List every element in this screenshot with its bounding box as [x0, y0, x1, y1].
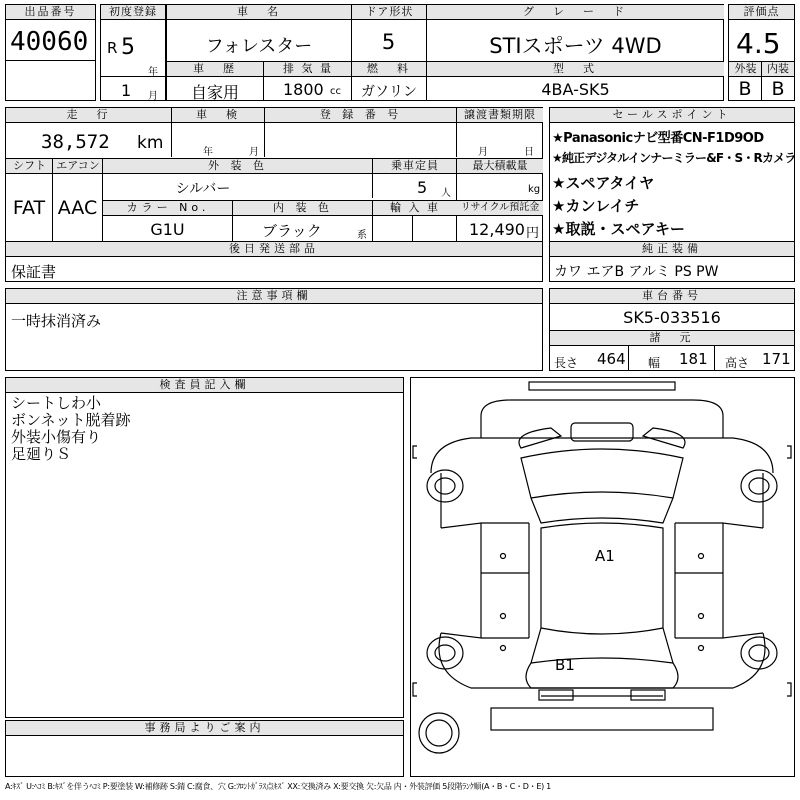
intcolor-label: 内 装 色: [233, 201, 373, 216]
specs-label: 諸 元: [550, 331, 794, 346]
inspection-label: 車 検: [172, 108, 265, 123]
vehicle-info-box: [166, 4, 724, 101]
details-box: [5, 107, 543, 242]
equip-label: 純正装備: [550, 242, 794, 257]
office-label: 事務局よりご案内: [6, 721, 403, 736]
score-label: 評価点: [729, 5, 794, 20]
reg-era: R: [107, 39, 118, 57]
later-label: 後日発送部品: [6, 242, 542, 257]
damage-mark-front: A1: [595, 547, 615, 565]
model-label: 型 式: [427, 62, 724, 77]
colorno-value: G1U: [150, 220, 185, 239]
sales-line-5: ★取説・スペアキー: [552, 220, 685, 238]
car-diagram: [410, 377, 795, 777]
inspector-box: [5, 377, 404, 718]
equip-text: カワ エアB アルミ PS PW: [554, 264, 719, 280]
later-text: 保証書: [11, 263, 57, 281]
notes-box: [5, 288, 543, 371]
length-value: 464: [597, 350, 626, 368]
sales-line-3: ★スペアタイヤ: [552, 174, 655, 192]
recycle-value: 12,490: [469, 220, 525, 239]
reg-month: 1: [121, 81, 132, 100]
kg-unit: kg: [528, 184, 541, 195]
yen-unit: 円: [526, 226, 540, 241]
sales-line-1: ★Panasonicナビ型番CN-F1D9OD: [552, 131, 764, 146]
doors-value: 5: [381, 30, 396, 54]
chassis-number: SK5-033516: [623, 308, 721, 327]
mileage-value: 38,572: [41, 131, 110, 153]
notes-label: 注意事項欄: [6, 289, 542, 304]
int-label: 内装: [762, 62, 794, 77]
regno-label: 登 録 番 号: [265, 108, 457, 123]
equipment-box: [549, 241, 795, 282]
height-label: 高さ: [725, 356, 750, 370]
ac-value: AAC: [57, 197, 98, 219]
sales-points-box: [549, 107, 795, 242]
doors-label: ドア形状: [352, 5, 427, 20]
score-box: [728, 4, 795, 101]
fuel-label: 燃 料: [352, 62, 427, 77]
color-label: 外 装 色: [103, 159, 373, 174]
insp-month-unit: 月: [249, 147, 259, 158]
cc-unit: cc: [330, 86, 341, 97]
chassis-label: 車台番号: [550, 289, 794, 304]
inspector-text: シートしわ小 ボンネット脱着跡 外装小傷有り 足廻りＳ: [11, 394, 131, 463]
reg-year-unit: 年: [148, 67, 158, 78]
ac-label: エアコン: [53, 159, 103, 174]
colorno-label: カラー No.: [103, 201, 233, 216]
lot-label: 出品番号: [6, 5, 95, 20]
office-box: [5, 720, 404, 777]
person-unit: 人: [441, 188, 451, 199]
transfer-month-unit: 月: [478, 147, 488, 158]
sales-line-4: ★カンレイチ: [552, 197, 640, 215]
color-value: シルバー: [175, 181, 231, 197]
history-label: 車 歴: [167, 62, 264, 77]
grade-label: グ レ ー ド: [427, 5, 724, 20]
capacity-label: 乗車定員: [373, 159, 457, 174]
sales-line-2: ★純正デジタルインナーミラー&F・S・Rカメラ: [552, 151, 796, 165]
damage-mark-rear: B1: [555, 656, 575, 674]
inspector-label: 検査員記入欄: [6, 378, 403, 393]
ext-label: 外装: [729, 62, 762, 77]
car-name: フォレスター: [205, 36, 313, 57]
displacement-value: 1800: [283, 80, 324, 99]
intcolor-kei: 系: [357, 230, 367, 241]
insp-year-unit: 年: [203, 147, 213, 158]
lot-box: [5, 4, 96, 101]
grade-value: STIスポーツ 4WD: [489, 34, 662, 58]
km-unit: km: [137, 133, 164, 153]
width-label: 幅: [648, 356, 661, 370]
reg-year: 5: [121, 35, 135, 60]
disp-label: 排 気 量: [264, 62, 352, 77]
reg-label: 初度登録: [101, 5, 165, 20]
sales-label: セールスポイント: [550, 108, 794, 123]
transfer-label: 譲渡書類期限: [457, 108, 543, 123]
load-label: 最大積載量: [457, 159, 543, 174]
later-parts-box: [5, 241, 543, 282]
car-outline-diagram: [411, 378, 794, 776]
legend-text: A:ｷｽﾞ U:ﾍｺﾐ B:ｷｽﾞを伴うﾍｺﾐ P:要塗装 W:補修跡 S:錆 C:腐食、穴 G:ﾌﾛﾝﾄｶﾞﾗｽ点ｷｽﾞ XX:交換済み X:要交換 欠:欠品 内・外装評価 5段階ﾗﾝｸ順(A・B・C・D・E) 1: [5, 782, 551, 791]
model-value: 4BA-SK5: [541, 80, 610, 99]
notes-text: 一時抹消済み: [11, 312, 102, 330]
shift-value: FAT: [12, 197, 46, 219]
int-grade: B: [771, 78, 785, 100]
length-label: 長さ: [554, 356, 579, 370]
registration-box: [100, 4, 166, 101]
chassis-box: [549, 288, 795, 371]
height-value: 171: [762, 350, 791, 368]
mileage-label: 走 行: [6, 108, 172, 123]
reg-month-unit: 月: [148, 91, 158, 102]
shift-label: シフト: [6, 159, 53, 174]
width-value: 181: [679, 350, 708, 368]
fuel-value: ガソリン: [361, 84, 417, 100]
transfer-day-unit: 日: [524, 147, 534, 158]
name-label: 車 名: [167, 5, 352, 20]
capacity-value: 5: [417, 178, 428, 197]
recycle-label: リサイクル預託金: [457, 201, 543, 216]
score-value: 4.5: [736, 27, 781, 60]
history-value: 自家用: [190, 83, 239, 102]
lot-number: 40060: [10, 27, 89, 57]
import-label: 輸 入 車: [373, 201, 457, 216]
intcolor-value: ブラック: [262, 222, 322, 240]
ext-grade: B: [738, 78, 752, 100]
